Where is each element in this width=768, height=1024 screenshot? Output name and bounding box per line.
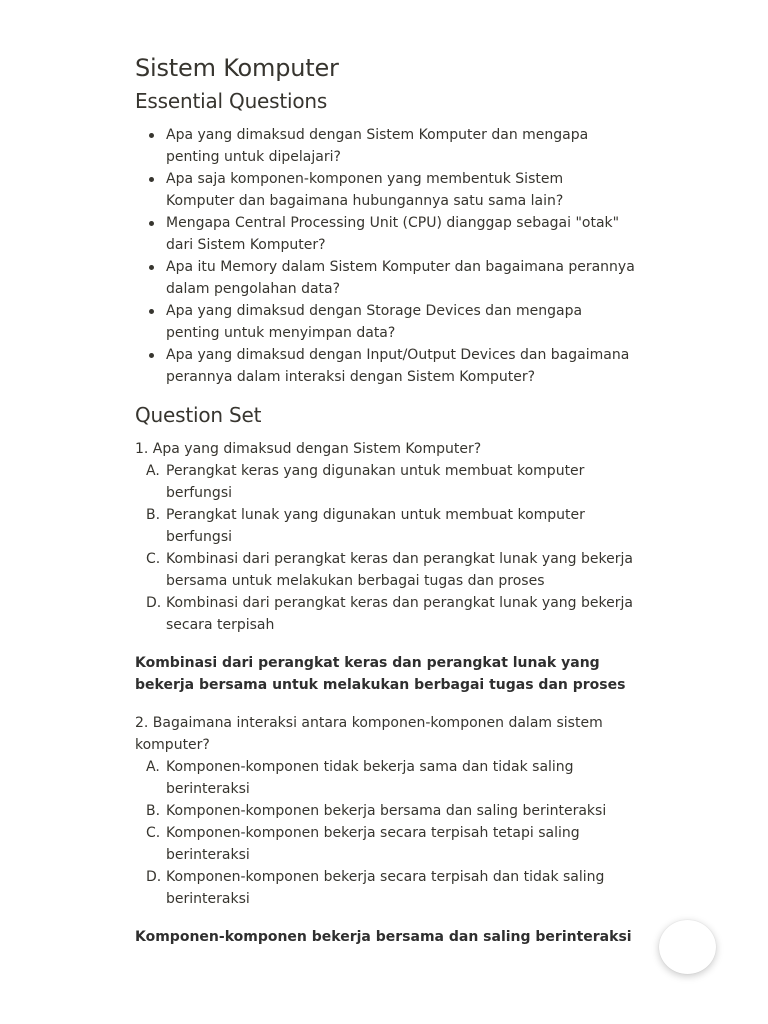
option-text: Perangkat lunak yang digunakan untuk membuat komputer berfungsi (166, 507, 585, 545)
option-letter: B. (146, 507, 161, 523)
question-block-1 (135, 438, 635, 696)
option-text: Komponen-komponen bekerja bersama dan saling berinteraksi (166, 803, 607, 819)
option-letter: D. (146, 869, 162, 885)
option-letter: C. (146, 551, 161, 567)
option-text: Komponen-komponen tidak bekerja sama dan tidak saling berinteraksi (166, 759, 574, 797)
essential-question-item: Apa saja komponen-komponen yang membentuk Sistem Komputer dan bagaimana hubungannya satu sama lain? (135, 168, 635, 212)
option-text: Kombinasi dari perangkat keras dan perangkat lunak yang bekerja bersama untuk melakukan berbagai tugas dan proses (166, 551, 633, 589)
options-list (135, 756, 635, 910)
option-text: Komponen-komponen bekerja secara terpisah dan tidak saling berinteraksi (166, 869, 605, 907)
option-letter: A. (146, 463, 160, 479)
answer-text: Kombinasi dari perangkat keras dan perangkat lunak yang bekerja bersama untuk melakukan berbagai tugas dan proses (135, 655, 626, 693)
question-text: 1. Apa yang dimaksud dengan Sistem Komputer? (135, 441, 482, 457)
answer-text: Komponen-komponen bekerja bersama dan saling berinteraksi (135, 929, 632, 945)
floating-action-button[interactable] (659, 920, 716, 974)
question-block-2 (135, 712, 635, 948)
option-c (135, 548, 635, 592)
option-letter: D. (146, 595, 162, 611)
page-title: Sistem Komputer (135, 54, 339, 82)
option-a (135, 460, 635, 504)
option-letter: B. (146, 803, 161, 819)
option-letter: C. (146, 825, 161, 841)
option-b (135, 800, 635, 822)
question-set-heading: Question Set (135, 403, 262, 427)
essential-question-item: Apa itu Memory dalam Sistem Komputer dan bagaimana perannya dalam pengolahan data? (135, 256, 635, 300)
option-text: Komponen-komponen bekerja secara terpisah tetapi saling berinteraksi (166, 825, 580, 863)
essential-questions-heading: Essential Questions (135, 89, 328, 113)
option-text: Perangkat keras yang digunakan untuk membuat komputer berfungsi (166, 463, 585, 501)
option-b (135, 504, 635, 548)
option-text: Kombinasi dari perangkat keras dan perangkat lunak yang bekerja secara terpisah (166, 595, 633, 633)
essential-question-item: Apa yang dimaksud dengan Storage Devices dan mengapa penting untuk menyimpan data? (135, 300, 635, 344)
option-letter: A. (146, 759, 160, 775)
essential-question-item: Apa yang dimaksud dengan Sistem Komputer dan mengapa penting untuk dipelajari? (135, 124, 635, 168)
essential-question-item: Apa yang dimaksud dengan Input/Output Devices dan bagaimana perannya dalam interaksi dengan Sistem Komputer? (135, 344, 635, 388)
document-page (135, 52, 635, 964)
option-d (135, 866, 635, 910)
essential-question-item: Mengapa Central Processing Unit (CPU) dianggap sebagai "otak" dari Sistem Komputer? (135, 212, 635, 256)
option-a (135, 756, 635, 800)
essential-questions-list (135, 124, 635, 388)
option-d (135, 592, 635, 636)
option-c (135, 822, 635, 866)
options-list (135, 460, 635, 636)
question-text: 2. Bagaimana interaksi antara komponen-komponen dalam sistem komputer? (135, 715, 603, 753)
